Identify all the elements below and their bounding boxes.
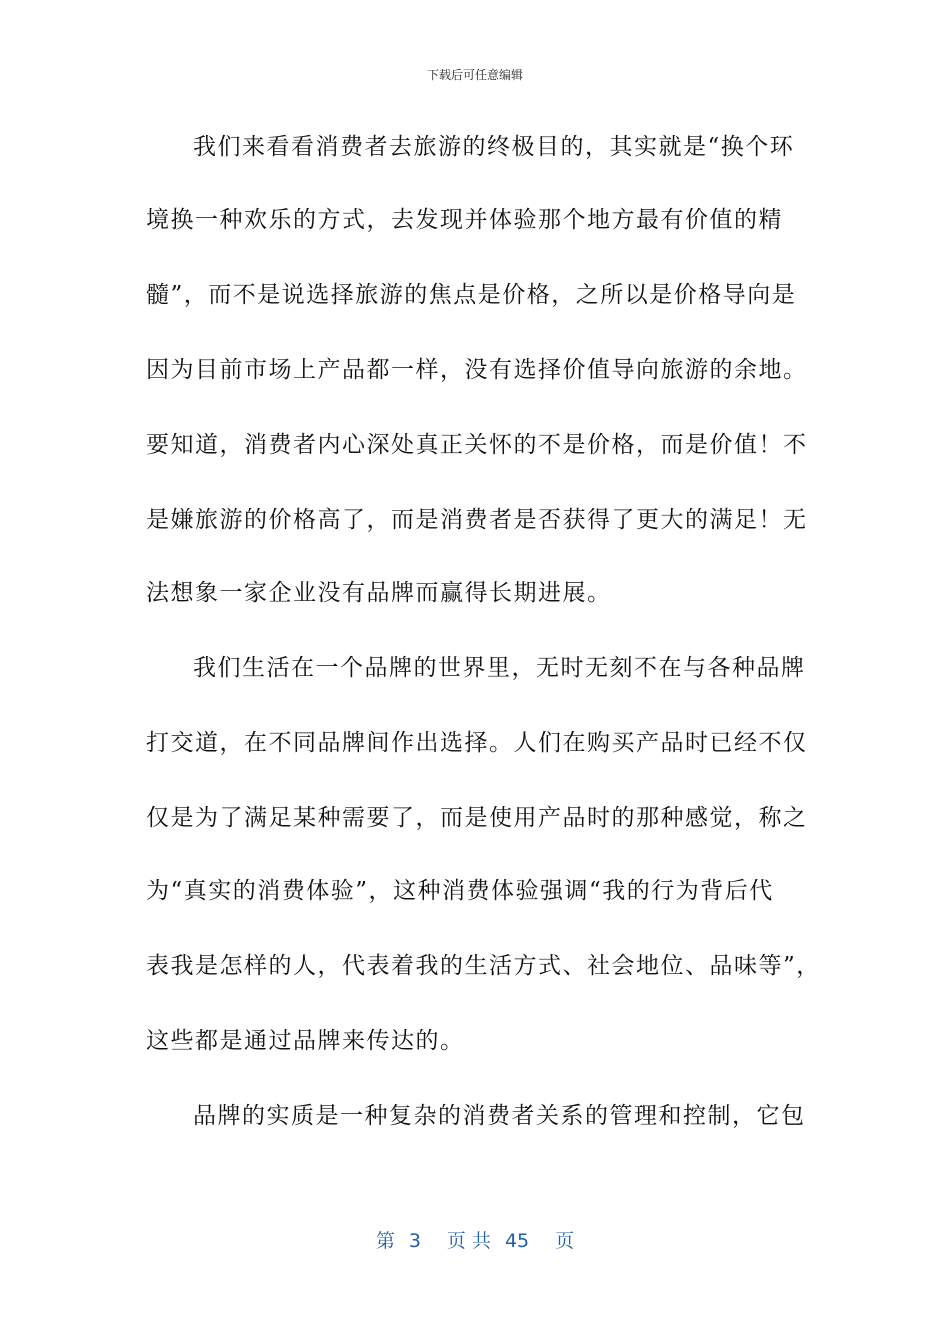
text-line: 因为目前市场上产品都一样，没有选择价值导向旅游的余地。 — [146, 357, 808, 383]
text-line: 是嫌旅游的价格高了，而是消费者是否获得了更大的满足！无 — [146, 507, 808, 533]
footer-suffix: 页 — [555, 1230, 575, 1252]
footer-prefix: 第 — [375, 1230, 395, 1252]
header-note: 下载后可任意编辑 — [426, 68, 523, 82]
text-line: 为“真实的消费体验”，这种消费体验强调“我的行为背后代 — [146, 878, 774, 904]
text-line: 髓”，而不是说选择旅游的焦点是价格，之所以是价格导向是 — [146, 282, 797, 308]
text-line: 法想象一家企业没有品牌而赢得长期进展。 — [146, 580, 612, 606]
page-footer — [0, 1226, 950, 1253]
text-line: 这些都是通过品牌来传达的。 — [146, 1028, 465, 1054]
current-page: 3 — [408, 1230, 421, 1252]
text-line: 仅是为了满足某种需要了，而是使用产品时的那种感觉，称之 — [146, 805, 808, 831]
footer-middle: 页 共 — [446, 1230, 491, 1252]
text-line: 打交道，在不同品牌间作出选择。人们在购买产品时已经不仅 — [146, 730, 808, 756]
text-line: 表我是怎样的人，代表着我的生活方式、社会地位、品味等”， — [146, 953, 821, 979]
total-pages: 45 — [504, 1230, 530, 1252]
text-line: 我们来看看消费者去旅游的终极目的，其实就是“换个环 — [193, 134, 795, 160]
text-line: 要知道，消费者内心深处真正关怀的不是价格，而是价值！不 — [146, 432, 808, 458]
text-line: 品牌的实质是一种复杂的消费者关系的管理和控制，它包 — [193, 1103, 806, 1129]
text-line: 我们生活在一个品牌的世界里，无时无刻不在与各种品牌 — [193, 655, 806, 681]
text-line: 境换一种欢乐的方式，去发现并体验那个地方最有价值的精 — [146, 207, 783, 233]
